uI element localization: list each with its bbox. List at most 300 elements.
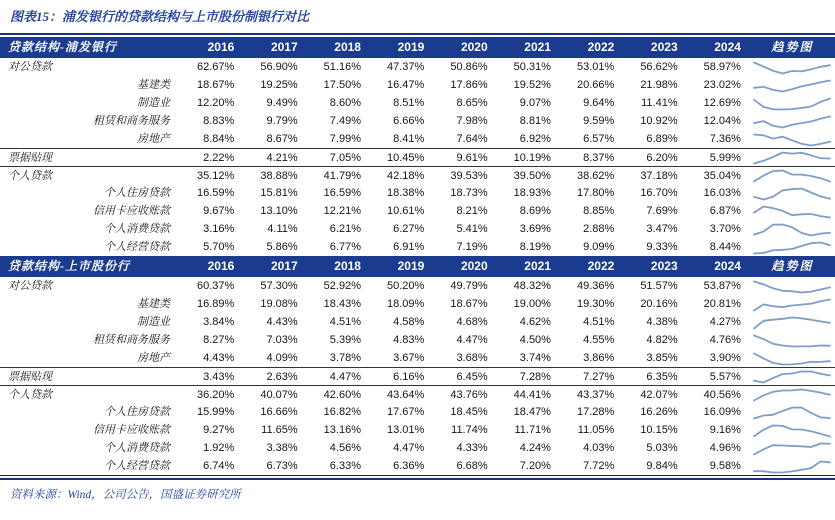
value-cell: 4.43% — [266, 316, 298, 328]
value-cell: 36.20% — [197, 389, 235, 401]
value-cell: 9.59% — [583, 115, 615, 127]
year-header-cell: 2021 — [524, 40, 551, 54]
value-cell: 38.62% — [576, 170, 615, 182]
value-cell: 8.21% — [456, 205, 488, 217]
row-label: 房地产 — [137, 352, 170, 364]
value-cell: 51.16% — [323, 61, 361, 73]
value-cell: 6.77% — [329, 241, 361, 253]
value-cell: 6.20% — [646, 152, 678, 164]
table-row — [0, 313, 835, 331]
row-label: 基建类 — [137, 298, 170, 310]
sparkline — [752, 278, 832, 295]
sparkline — [752, 368, 832, 385]
value-cell: 15.81% — [260, 187, 298, 199]
value-cell: 8.84% — [203, 133, 235, 145]
value-cell: 16.26% — [640, 406, 678, 418]
value-cell: 7.05% — [329, 152, 361, 164]
year-header-cell: 2019 — [397, 259, 425, 273]
value-cell: 17.67% — [387, 406, 425, 418]
row-label: 个人贷款 — [8, 389, 52, 401]
value-cell: 3.47% — [646, 223, 678, 235]
row-label: 房地产 — [137, 133, 170, 145]
value-cell: 4.56% — [329, 442, 361, 454]
table-row — [0, 367, 835, 385]
value-cell: 4.27% — [709, 316, 741, 328]
value-cell: 18.47% — [513, 406, 551, 418]
sparkline — [752, 350, 832, 367]
value-cell: 12.21% — [323, 205, 361, 217]
value-cell: 18.38% — [387, 187, 425, 199]
value-cell: 19.30% — [576, 298, 615, 310]
value-cell: 4.11% — [267, 223, 298, 235]
sparkline-cell — [750, 184, 835, 202]
sparkline-cell — [750, 439, 835, 457]
value-cell: 11.71% — [514, 424, 551, 436]
value-cell: 8.27% — [203, 334, 235, 346]
value-cell: 42.18% — [387, 170, 425, 182]
value-cell: 5.03% — [646, 442, 678, 454]
sparkline-cell — [750, 130, 835, 148]
sparkline — [752, 59, 832, 76]
sparkline-cell — [750, 220, 835, 238]
sparkline — [752, 296, 832, 313]
value-cell: 3.86% — [583, 352, 615, 364]
value-cell: 4.50% — [519, 334, 551, 346]
value-cell: 43.64% — [387, 389, 425, 401]
value-cell: 18.73% — [450, 187, 488, 199]
sparkline-cell — [750, 238, 835, 256]
value-cell: 42.60% — [323, 389, 361, 401]
value-cell: 47.37% — [387, 61, 425, 73]
year-header-cell: 2023 — [650, 40, 678, 54]
value-cell: 57.30% — [260, 280, 298, 292]
row-label: 个人住房贷款 — [104, 187, 170, 199]
value-cell: 10.61% — [387, 205, 425, 217]
value-cell: 3.74% — [519, 352, 551, 364]
value-cell: 3.67% — [393, 352, 425, 364]
year-header-cell: 2016 — [207, 259, 235, 273]
value-cell: 35.04% — [703, 170, 741, 182]
year-header-cell: 2024 — [714, 259, 741, 273]
value-cell: 43.37% — [576, 389, 615, 401]
sparkline — [752, 149, 832, 166]
row-label: 个人消费贷款 — [104, 442, 170, 454]
year-header-cell: 2016 — [207, 40, 235, 54]
value-cell: 50.86% — [450, 61, 488, 73]
value-cell: 6.89% — [646, 133, 678, 145]
value-cell: 18.67% — [450, 298, 488, 310]
value-cell: 7.36% — [709, 133, 741, 145]
value-cell: 49.79% — [450, 280, 488, 292]
value-cell: 11.41% — [641, 97, 678, 109]
table-row — [0, 166, 835, 184]
sparkline — [752, 203, 832, 220]
value-cell: 56.90% — [260, 61, 298, 73]
value-cell: 4.47% — [456, 334, 488, 346]
value-cell: 12.20% — [197, 97, 235, 109]
year-header-cell: 2022 — [587, 259, 615, 273]
year-header-cell: 2017 — [270, 259, 298, 273]
value-cell: 2.88% — [583, 223, 615, 235]
value-cell: 1.92% — [203, 442, 235, 454]
value-cell: 13.16% — [323, 424, 361, 436]
value-cell: 9.49% — [266, 97, 298, 109]
value-cell: 53.01% — [576, 61, 615, 73]
value-cell: 4.21% — [266, 152, 298, 164]
table-row — [0, 112, 835, 130]
table-row — [0, 148, 835, 166]
value-cell: 7.19% — [456, 241, 488, 253]
value-cell: 39.50% — [513, 170, 551, 182]
value-cell: 17.50% — [323, 79, 361, 91]
sparkline — [752, 386, 832, 403]
value-cell: 9.58% — [709, 460, 741, 472]
value-cell: 3.68% — [456, 352, 488, 364]
value-cell: 16.89% — [197, 298, 235, 310]
value-cell: 50.31% — [513, 61, 551, 73]
value-cell: 41.79% — [323, 170, 361, 182]
value-cell: 7.64% — [456, 133, 488, 145]
value-cell: 16.47% — [387, 79, 425, 91]
value-cell: 7.72% — [583, 460, 615, 472]
sparkline — [752, 221, 832, 238]
value-cell: 15.99% — [197, 406, 235, 418]
value-cell: 9.67% — [203, 205, 235, 217]
section-joint-stock-banks — [0, 256, 835, 475]
year-header-cell: 2018 — [334, 40, 361, 54]
row-label: 租赁和商务服务 — [93, 334, 170, 346]
row-label: 租赁和商务服务 — [93, 115, 170, 127]
value-cell: 16.59% — [197, 187, 235, 199]
row-label: 票据贴现 — [8, 371, 52, 383]
sparkline-cell — [750, 386, 835, 403]
value-cell: 4.43% — [203, 352, 235, 364]
sparkline-cell — [750, 149, 835, 166]
table-row — [0, 457, 835, 475]
value-cell: 3.43% — [203, 371, 235, 383]
value-cell: 48.32% — [513, 280, 551, 292]
value-cell: 19.52% — [513, 79, 551, 91]
value-cell: 35.12% — [197, 170, 235, 182]
value-cell: 7.28% — [519, 371, 551, 383]
value-cell: 12.04% — [703, 115, 741, 127]
value-cell: 60.37% — [197, 280, 235, 292]
year-header-cell: 2024 — [714, 40, 741, 54]
year-header-cell: 2019 — [397, 40, 425, 54]
row-label: 制造业 — [137, 316, 170, 328]
value-cell: 3.38% — [266, 442, 298, 454]
value-cell: 3.84% — [203, 316, 235, 328]
value-cell: 6.66% — [393, 115, 425, 127]
value-cell: 4.51% — [329, 316, 361, 328]
value-cell: 7.98% — [456, 115, 488, 127]
value-cell: 51.57% — [640, 280, 678, 292]
value-cell: 5.70% — [203, 241, 235, 253]
value-cell: 40.07% — [260, 389, 298, 401]
table-row — [0, 331, 835, 349]
value-cell: 43.76% — [450, 389, 488, 401]
value-cell: 50.20% — [387, 280, 425, 292]
value-cell: 37.18% — [640, 170, 678, 182]
value-cell: 18.43% — [323, 298, 361, 310]
value-cell: 7.03% — [266, 334, 298, 346]
value-cell: 9.07% — [519, 97, 551, 109]
value-cell: 21.98% — [640, 79, 678, 91]
sparkline — [752, 314, 832, 331]
table-row — [0, 184, 835, 202]
sparkline-cell — [750, 313, 835, 331]
value-cell: 7.69% — [646, 205, 678, 217]
table-row — [0, 439, 835, 457]
value-cell: 9.09% — [583, 241, 615, 253]
value-cell: 16.03% — [703, 187, 741, 199]
table-row — [0, 76, 835, 94]
sparkline-cell — [750, 202, 835, 220]
value-cell: 6.92% — [519, 133, 551, 145]
value-cell: 16.82% — [323, 406, 361, 418]
source-note: 资料来源：Wind，公司公告，国盛证券研究所 — [10, 489, 241, 501]
sparkline — [752, 131, 832, 148]
value-cell: 9.33% — [646, 241, 678, 253]
row-label: 个人经营贷款 — [104, 460, 170, 472]
value-cell: 3.70% — [709, 223, 741, 235]
table-row — [0, 202, 835, 220]
value-cell: 13.01% — [387, 424, 425, 436]
value-cell: 56.62% — [640, 61, 678, 73]
value-cell: 58.97% — [703, 61, 741, 73]
value-cell: 9.27% — [203, 424, 235, 436]
table-row — [0, 58, 835, 76]
row-label: 对公贷款 — [8, 61, 52, 73]
sparkline — [752, 422, 832, 439]
section-header-label: 贷款结构-浦发银行 — [8, 40, 117, 54]
value-cell: 17.80% — [576, 187, 615, 199]
value-cell: 20.16% — [640, 298, 678, 310]
value-cell: 5.99% — [709, 152, 741, 164]
value-cell: 16.70% — [640, 187, 678, 199]
value-cell: 6.27% — [393, 223, 425, 235]
value-cell: 8.37% — [583, 152, 615, 164]
value-cell: 5.86% — [266, 241, 298, 253]
value-cell: 8.69% — [519, 205, 551, 217]
sparkline — [752, 440, 832, 457]
year-header-cell: 2023 — [650, 259, 678, 273]
row-label: 个人经营贷款 — [104, 241, 170, 253]
row-label: 信用卡应收账款 — [93, 205, 170, 217]
value-cell: 10.45% — [387, 152, 425, 164]
value-cell: 4.47% — [329, 371, 361, 383]
value-cell: 4.62% — [519, 316, 551, 328]
value-cell: 4.38% — [646, 316, 678, 328]
value-cell: 9.84% — [646, 460, 678, 472]
row-label: 制造业 — [137, 97, 170, 109]
row-label: 个人贷款 — [8, 170, 52, 182]
value-cell: 8.83% — [203, 115, 235, 127]
table-row — [0, 349, 835, 367]
value-cell: 52.92% — [323, 280, 361, 292]
value-cell: 7.27% — [583, 371, 615, 383]
value-cell: 4.03% — [583, 442, 615, 454]
value-cell: 40.56% — [703, 389, 741, 401]
row-label: 个人消费贷款 — [104, 223, 170, 235]
sparkline — [752, 167, 832, 184]
value-cell: 6.87% — [709, 205, 741, 217]
value-cell: 9.61% — [456, 152, 488, 164]
value-cell: 9.64% — [583, 97, 615, 109]
report-figure — [0, 8, 835, 502]
value-cell: 19.08% — [260, 298, 298, 310]
row-label: 对公贷款 — [8, 280, 52, 292]
value-cell: 3.16% — [203, 223, 235, 235]
table-row — [0, 385, 835, 403]
value-cell: 20.66% — [576, 79, 615, 91]
value-cell: 11.05% — [577, 424, 615, 436]
value-cell: 19.00% — [513, 298, 551, 310]
sparkline — [752, 77, 832, 94]
value-cell: 13.10% — [260, 205, 298, 217]
value-cell: 4.33% — [456, 442, 488, 454]
value-cell: 4.58% — [393, 316, 425, 328]
value-cell: 3.90% — [709, 352, 741, 364]
value-cell: 19.25% — [260, 79, 298, 91]
row-label: 票据贴现 — [8, 152, 52, 164]
value-cell: 38.88% — [260, 170, 298, 182]
value-cell: 12.69% — [703, 97, 741, 109]
value-cell: 17.28% — [576, 406, 615, 418]
value-cell: 6.16% — [393, 371, 425, 383]
value-cell: 8.19% — [519, 241, 551, 253]
value-cell: 10.19% — [513, 152, 551, 164]
value-cell: 4.83% — [393, 334, 425, 346]
value-cell: 53.87% — [703, 280, 741, 292]
figure-title: 图表15：浦发银行的贷款结构与上市股份制银行对比 — [10, 9, 310, 24]
value-cell: 3.85% — [646, 352, 678, 364]
table-row — [0, 130, 835, 148]
value-cell: 8.65% — [456, 97, 488, 109]
value-cell: 10.15% — [640, 424, 678, 436]
value-cell: 8.41% — [393, 133, 425, 145]
value-cell: 42.07% — [640, 389, 678, 401]
year-header-cell: 2020 — [460, 259, 488, 273]
sparkline-cell — [750, 76, 835, 94]
value-cell: 8.44% — [709, 241, 741, 253]
section-header-row — [0, 256, 835, 277]
row-label: 个人住房贷款 — [104, 406, 170, 418]
sparkline-cell — [750, 277, 835, 295]
value-cell: 6.73% — [266, 460, 298, 472]
value-cell: 9.79% — [266, 115, 298, 127]
value-cell: 16.59% — [323, 187, 361, 199]
value-cell: 6.36% — [393, 460, 425, 472]
value-cell: 18.93% — [513, 187, 551, 199]
value-cell: 10.92% — [640, 115, 678, 127]
value-cell: 20.81% — [703, 298, 741, 310]
sparkline-cell — [750, 349, 835, 367]
table-row — [0, 403, 835, 421]
sparkline-cell — [750, 457, 835, 475]
value-cell: 7.20% — [519, 460, 551, 472]
top-rule — [0, 33, 835, 35]
year-header-cell: 2017 — [270, 40, 298, 54]
sparkline-cell — [750, 94, 835, 112]
sparkline-cell — [750, 403, 835, 421]
trend-header-cell: 趋势图 — [771, 259, 814, 273]
value-cell: 11.65% — [261, 424, 298, 436]
sparkline — [752, 95, 832, 112]
value-cell: 6.35% — [646, 371, 678, 383]
value-cell: 6.68% — [456, 460, 488, 472]
value-cell: 8.51% — [393, 97, 425, 109]
value-cell: 49.36% — [576, 280, 615, 292]
value-cell: 3.78% — [329, 352, 361, 364]
value-cell: 6.91% — [393, 241, 425, 253]
value-cell: 4.47% — [393, 442, 425, 454]
sparkline — [752, 239, 832, 256]
value-cell: 44.41% — [513, 389, 551, 401]
value-cell: 16.09% — [703, 406, 741, 418]
value-cell: 5.41% — [456, 223, 488, 235]
year-header-cell: 2020 — [460, 40, 488, 54]
value-cell: 6.33% — [329, 460, 361, 472]
sparkline-cell — [750, 58, 835, 76]
sparkline — [752, 404, 832, 421]
bottom-rule — [0, 478, 835, 480]
sparkline-cell — [750, 368, 835, 385]
value-cell: 11.74% — [451, 424, 488, 436]
table-row — [0, 238, 835, 256]
sparkline — [752, 185, 832, 202]
value-cell: 17.86% — [450, 79, 488, 91]
value-cell: 7.99% — [329, 133, 361, 145]
value-cell: 18.67% — [197, 79, 235, 91]
sparkline-cell — [750, 167, 835, 184]
value-cell: 4.09% — [266, 352, 298, 364]
value-cell: 7.49% — [329, 115, 361, 127]
value-cell: 4.24% — [519, 442, 551, 454]
value-cell: 5.39% — [329, 334, 361, 346]
value-cell: 2.63% — [266, 371, 298, 383]
value-cell: 8.81% — [519, 115, 551, 127]
table-row — [0, 220, 835, 238]
value-cell: 23.02% — [703, 79, 741, 91]
value-cell: 16.66% — [260, 406, 298, 418]
value-cell: 18.09% — [387, 298, 425, 310]
value-cell: 4.82% — [646, 334, 678, 346]
table-row — [0, 94, 835, 112]
value-cell: 4.51% — [583, 316, 615, 328]
sparkline-cell — [750, 295, 835, 313]
value-cell: 6.57% — [583, 133, 615, 145]
value-cell: 6.45% — [456, 371, 488, 383]
value-cell: 4.96% — [709, 442, 741, 454]
value-cell: 4.76% — [709, 334, 741, 346]
row-label: 信用卡应收账款 — [93, 424, 170, 436]
value-cell: 3.69% — [519, 223, 551, 235]
row-label: 基建类 — [137, 79, 170, 91]
value-cell: 4.55% — [583, 334, 615, 346]
section-header-label: 贷款结构-上市股份行 — [8, 259, 130, 273]
value-cell: 5.57% — [709, 371, 741, 383]
section-header-row — [0, 37, 835, 58]
section-spdb — [0, 37, 835, 256]
sparkline-cell — [750, 331, 835, 349]
sparkline — [752, 113, 832, 130]
value-cell: 39.53% — [450, 170, 488, 182]
value-cell: 62.67% — [197, 61, 235, 73]
table-row — [0, 295, 835, 313]
table-row — [0, 277, 835, 295]
value-cell: 9.16% — [709, 424, 741, 436]
